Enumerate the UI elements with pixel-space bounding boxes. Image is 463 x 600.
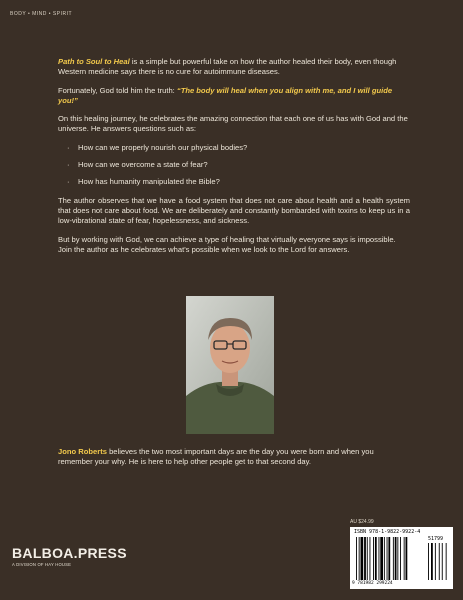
author-bio (58, 447, 410, 468)
intro-paragraph (58, 57, 410, 78)
question-item (58, 160, 410, 170)
question-item (58, 177, 410, 187)
bullet-dot: · (67, 160, 70, 170)
questions-intro: On this healing journey, he celebrates the amazing connection that each one of us has with God and the universe. He answers questions such as: (58, 114, 408, 134)
author-name: Jono Roberts (58, 447, 107, 456)
food-system-paragraph: The author observes that we have a food system that does not care about health and a health system that does not care about food. We are deliberately and constantly bombarded with toxins to keep us in a low-vibrational state of fear, hopelessness, and sickness. (58, 195, 410, 226)
isbn-barcode (350, 527, 453, 589)
bullet-dot: · (67, 142, 70, 152)
author-photo (186, 296, 274, 434)
question-text: How can we properly nourish our physical bodies? (78, 142, 248, 152)
question-text: How has humanity manipulated the Bible? (78, 177, 220, 187)
price-label: AU $24.99 (350, 519, 374, 525)
isbn-number: ISBN 978-1-9822-9922-4 (354, 529, 421, 535)
intro-text: is a simple but powerful take on how the author healed their body, even though Western medicine says there is no cure for autoimmune diseases. (58, 57, 397, 77)
question-text: How can we overcome a state of fear? (78, 160, 208, 170)
publisher-name: BALBOA.PRESS (12, 545, 127, 561)
bullet-dot: · (67, 177, 70, 187)
question-item (58, 143, 410, 153)
book-title: Path to Soul to Heal (58, 57, 130, 66)
god-quote: “The body will heal when you align with me, and I will guide you!” (58, 85, 393, 105)
isbn-addon: 51799 (428, 536, 444, 542)
healing-paragraph: But by working with God, we can achieve a type of healing that virtually everyone says is impossible. Join the author as he celebrates what's possible when we look to the Lord for answers. (58, 234, 396, 254)
questions-list (58, 143, 410, 188)
bio-text: believes the two most important days are the day you were born and when you remember your why. He is here to help other people get to that second day. (58, 447, 374, 467)
ean-digits: 9 781982 299224 (352, 581, 393, 586)
quote-lead: Fortunately, God told him the truth: (58, 85, 177, 95)
back-cover-text (58, 57, 410, 263)
category-label: BODY • MIND • SPIRIT (10, 11, 73, 17)
publisher-tagline: A DIVISION OF HAY HOUSE (12, 562, 72, 567)
quote-paragraph (58, 86, 410, 107)
publisher-logo (12, 545, 127, 567)
